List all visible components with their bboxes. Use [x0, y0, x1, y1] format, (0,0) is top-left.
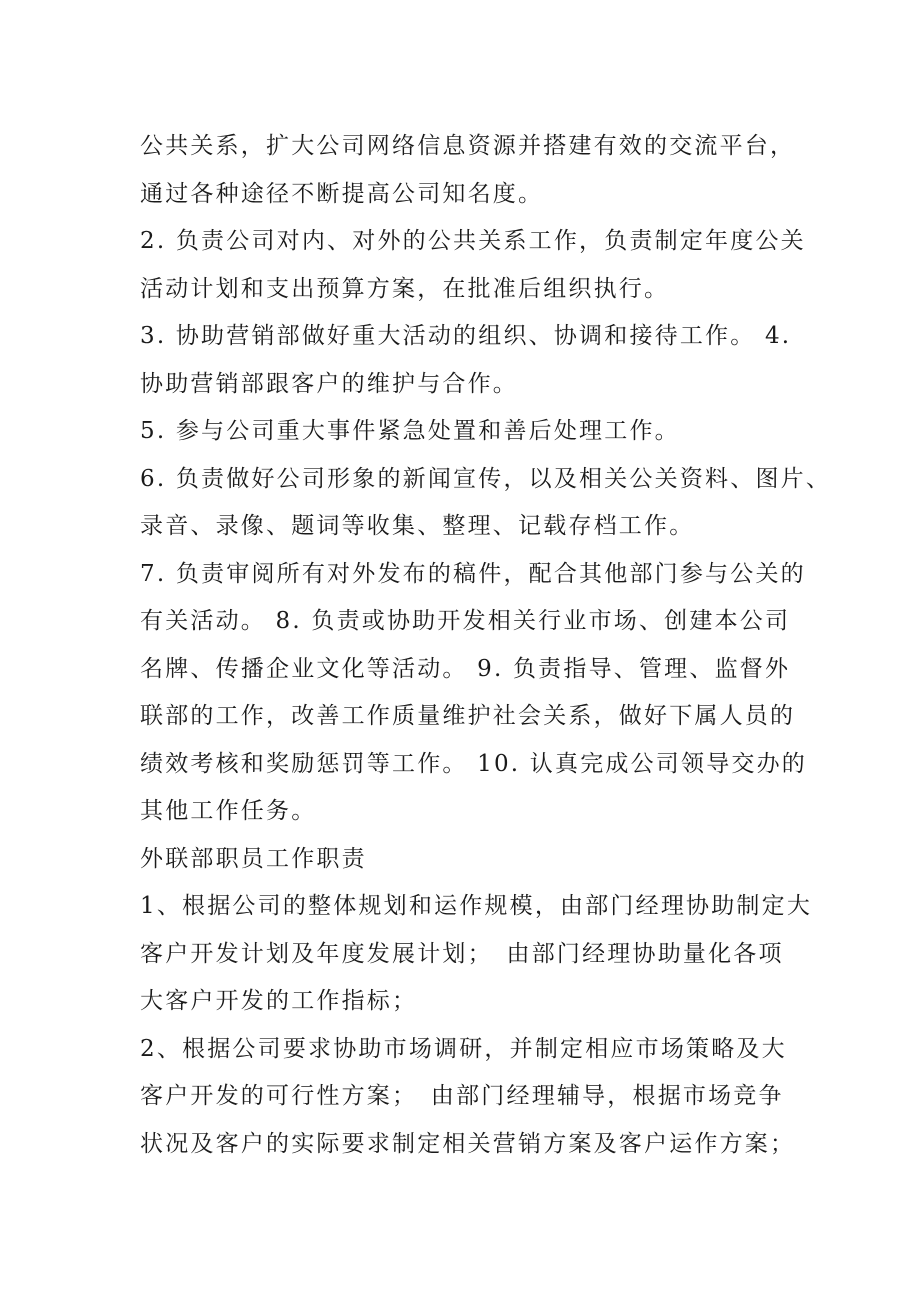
text-line: 状况及客户的实际要求制定相关营销方案及客户运作方案；: [140, 1130, 796, 1157]
text-line: 大客户开发的工作指标；: [140, 988, 418, 1014]
text-line: 其他工作任务。: [140, 798, 317, 824]
text-line: 3. 协助营销部做好重大活动的组织、协调和接待工作。 4.: [140, 323, 792, 349]
text-line: 5. 参与公司重大事件紧急处置和善后处理工作。: [140, 418, 680, 444]
text-line: 1、根据公司的整体规划和运作规模，由部门经理协助制定大: [140, 893, 813, 919]
text-line: 客户开发的可行性方案； 由部门经理辅导，根据市场竞争: [140, 1083, 784, 1109]
text-line: 2. 负责公司对内、对外的公共关系工作，负责制定年度公关: [140, 228, 806, 254]
text-line: 有关活动。 8. 负责或协助开发相关行业市场、创建本公司: [140, 608, 791, 634]
text-line: 名牌、传播企业文化等活动。 9. 负责指导、管理、监督外: [140, 655, 791, 682]
text-line: 绩效考核和奖励惩罚等工作。 10. 认真完成公司领导交办的: [140, 750, 807, 777]
text-line: 录音、录像、题词等收集、整理、记载存档工作。: [140, 513, 695, 539]
section-heading: 外联部职员工作职责: [140, 845, 367, 872]
text-line: 通过各种途径不断提高公司知名度。: [140, 180, 544, 207]
document-body: [140, 123, 832, 1168]
text-line: 客户开发计划及年度发展计划； 由部门经理协助量化各项: [140, 940, 784, 967]
text-line: 6. 负责做好公司形象的新闻宣传，以及相关公关资料、图片、: [140, 465, 832, 492]
text-line: 协助营销部跟客户的维护与合作。: [140, 370, 518, 397]
text-line: 联部的工作，改善工作质量维护社会关系，做好下属人员的: [140, 703, 796, 729]
text-line: 活动计划和支出预算方案，在批准后组织执行。: [140, 275, 670, 302]
text-line: 7. 负责审阅所有对外发布的稿件，配合其他部门参与公关的: [140, 560, 806, 587]
text-line: 2、根据公司要求协助市场调研，并制定相应市场策略及大: [140, 1035, 787, 1062]
text-line: 公共关系，扩大公司网络信息资源并搭建有效的交流平台，: [140, 133, 796, 159]
